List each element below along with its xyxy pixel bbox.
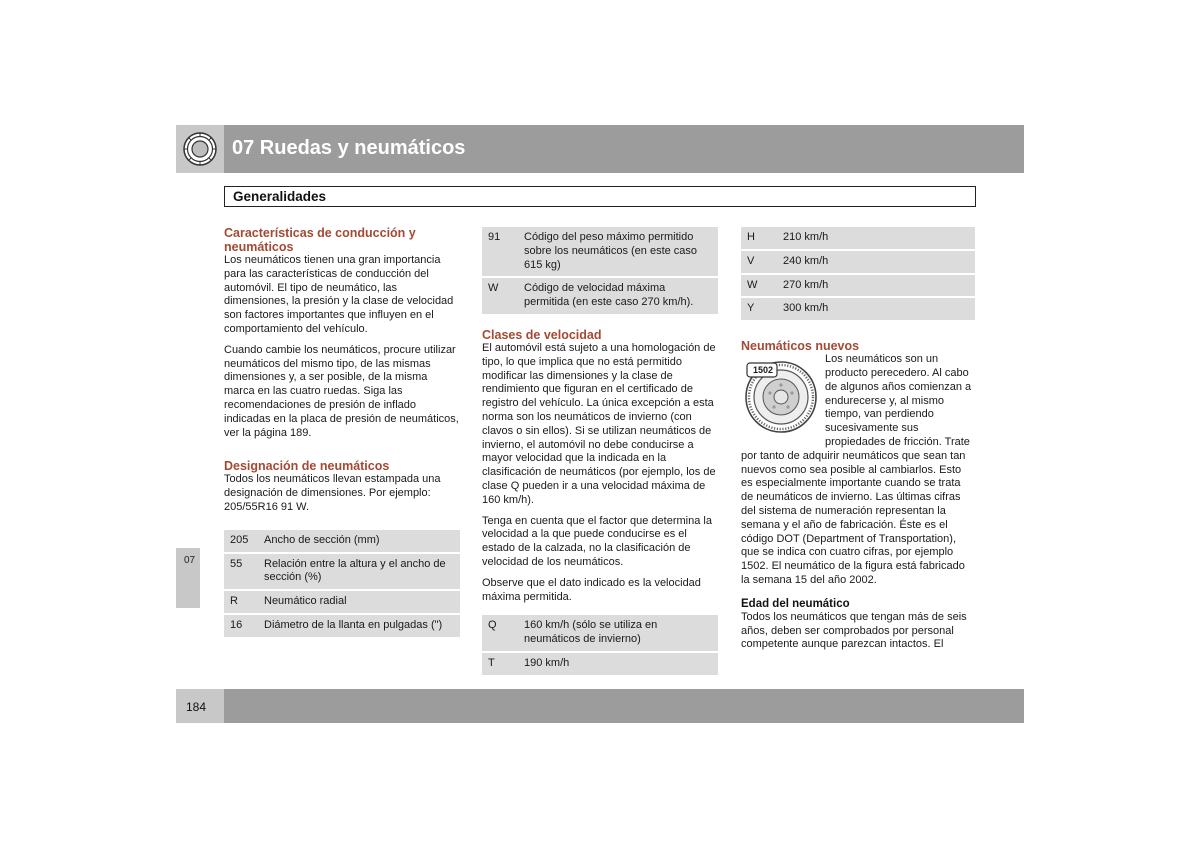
table-cell-code: V (741, 251, 777, 273)
table-cell-desc: 190 km/h (518, 653, 718, 675)
paragraph: Los neumáticos son un producto perecedero. Al cabo de algunos años comienzan a endurecerse y, al mismo tiempo, van perdiendo sucesivamente sus propiedades de fricción. Trate por tanto de adquirir neumáticos que sean tan nuevos como sea posible al cambiarlos. Esto es especialmente importante cuando se trata de neumáticos de invierno. Las últimas cifras del sistema de numeración representan la semana y el año de fabricación. Éste es el código DOT (Department of Transportation), que se indica con cuatro cifras, por ejemplo 1502. El neumático de la figura está fabricado la semana 15 del año 2002. (741, 353, 972, 586)
paragraph: Tenga en cuenta que el factor que determina la velocidad a la que puede conducirse es el estado de la calzada, no la clasificación de velocidad de los neumáticos. (482, 514, 712, 568)
paragraph: Todos los neumáticos llevan estampada una designación de dimensiones. Por ejemplo: 205/55R16 91 W. (224, 473, 441, 513)
paragraph: Los neumáticos tienen una gran importancia para las características de conducción del automóvil. El tipo de neumático, las dimensiones, la presión y la clase de velocidad son factores importantes que influyen en el comportamiento del vehículo. (224, 254, 454, 335)
table-cell-desc: 210 km/h (777, 227, 975, 249)
table-row (224, 554, 460, 590)
table-cell-code: 205 (224, 530, 258, 552)
table-row (741, 275, 975, 297)
column-2 (482, 225, 718, 677)
table-cell-code: 16 (224, 615, 258, 637)
table-cell-desc: 160 km/h (sólo se utiliza en neumáticos de invierno) (518, 615, 718, 651)
tire-designation-table (224, 528, 460, 639)
table-row (482, 615, 718, 651)
paragraph: Observe que el dato indicado es la velocidad máxima permitida. (482, 576, 701, 603)
heading-clases-velocidad: Clases de velocidad (482, 327, 602, 342)
section-title: Generalidades (233, 189, 327, 204)
chapter-icon-box (176, 125, 224, 173)
table-cell-desc: Código de velocidad máxima permitida (en este caso 270 km/h). (518, 278, 718, 314)
paragraph: Todos los neumáticos que tengan más de seis años, deben ser comprobados por personal competente aunque parezcan intactos. El (741, 610, 967, 651)
paragraph: Cuando cambie los neumáticos, procure utilizar neumáticos del mismo tipo, de las mismas dimensiones y, a ser posible, de la misma marca en las cuatro ruedas. Siga las recomendaciones de presión de inflado indicadas en la placa de presión de neumáticos, ver la página 189. (224, 343, 459, 439)
table-row (224, 615, 460, 637)
table-cell-desc: Ancho de sección (mm) (258, 530, 460, 552)
table-row (741, 227, 975, 249)
load-speed-code-table (482, 225, 718, 316)
section-bar (224, 186, 976, 207)
table-cell-code: H (741, 227, 777, 249)
tire-icon (176, 125, 224, 173)
chapter-title: 07 Ruedas y neumáticos (232, 137, 466, 159)
table-cell-desc: 240 km/h (777, 251, 975, 273)
table-cell-desc: Código del peso máximo permitido sobre los neumáticos (en este caso 615 kg) (518, 227, 718, 276)
table-row (741, 298, 975, 320)
column-1 (224, 226, 460, 639)
chapter-side-tab-label: 07 (184, 555, 196, 566)
table-cell-desc: Diámetro de la llanta en pulgadas (") (258, 615, 460, 637)
speed-class-table-a (482, 613, 718, 676)
table-row (482, 227, 718, 276)
column-3 (741, 225, 975, 659)
table-cell-desc: Neumático radial (258, 591, 460, 613)
heading-neumaticos-nuevos: Neumáticos nuevos (741, 339, 860, 354)
table-cell-desc: 270 km/h (777, 275, 975, 297)
table-cell-code: T (482, 653, 518, 675)
table-cell-code: R (224, 591, 258, 613)
table-cell-code: 55 (224, 554, 258, 590)
table-cell-code: 91 (482, 227, 518, 276)
table-cell-desc: 300 km/h (777, 298, 975, 320)
heading-designacion: Designación de neumáticos (224, 459, 390, 474)
paragraph: El automóvil está sujeto a una homologación de tipo, lo que implica que no está permitido modificar las dimensiones y la clase de rendimiento que figuran en el certificado de registro del vehículo. La única excepción a esta norma son los neumáticos de invierno (con clavos o sin ellos). Si se utilizan neumáticos de invierno, el automóvil no debe conducirse a mayor velocidad que la indicada en la clasificación de neumáticos (por ejemplo, los de clase Q pueden ir a una velocidad máxima de 160 km/h). (482, 341, 716, 506)
heading-caracteristicas: Características de conducción y neumáticos (224, 226, 416, 254)
table-row (741, 251, 975, 273)
table-row (224, 591, 460, 613)
table-row (482, 653, 718, 675)
table-cell-code: W (482, 278, 518, 314)
tire-dot-code-figure (741, 356, 819, 434)
table-cell-code: W (741, 275, 777, 297)
table-cell-code: Y (741, 298, 777, 320)
footer-bar (224, 689, 1024, 723)
table-row (482, 278, 718, 314)
table-cell-desc: Relación entre la altura y el ancho de sección (%) (258, 554, 460, 590)
table-cell-code: Q (482, 615, 518, 651)
page-number: 184 (186, 700, 207, 714)
heading-edad-neumatico: Edad del neumático (741, 597, 850, 610)
table-row (224, 530, 460, 552)
speed-class-table-b (741, 225, 975, 322)
dot-code-label: 1502 (752, 365, 774, 376)
